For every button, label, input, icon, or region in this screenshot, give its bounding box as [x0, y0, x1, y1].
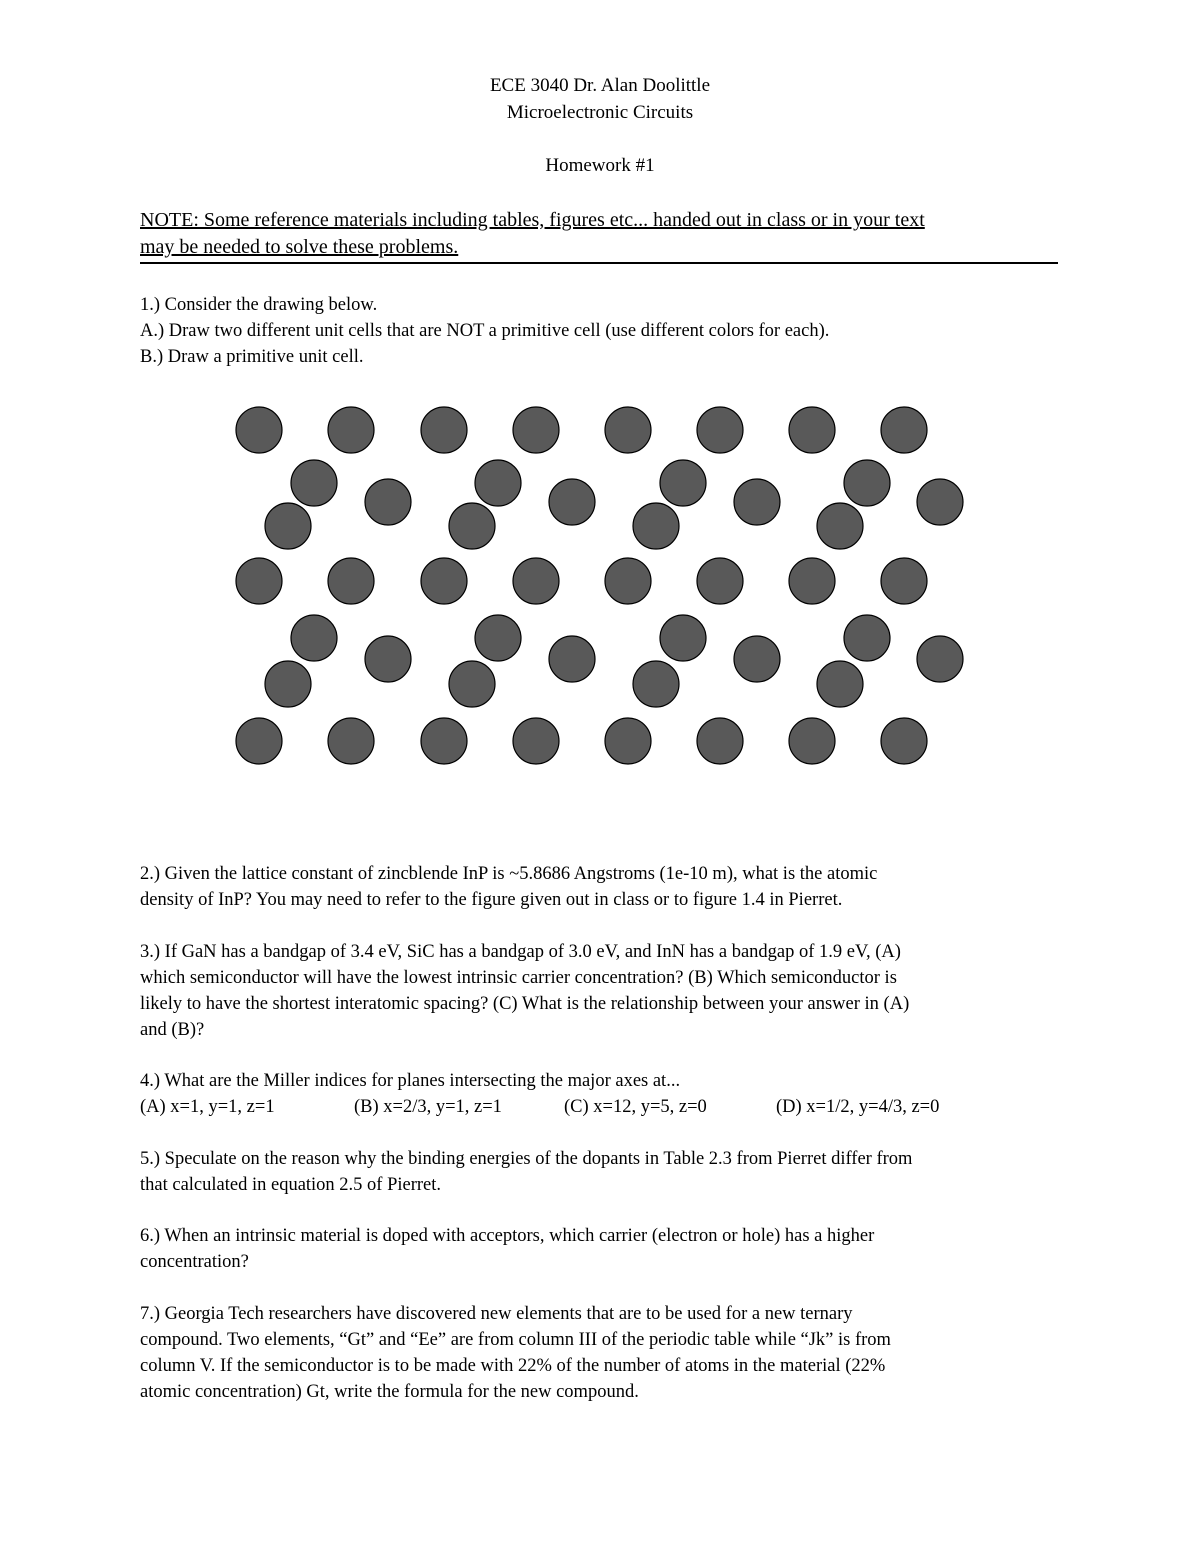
lattice-atom [789, 718, 835, 764]
q4-option-c: (C) x=12, y=5, z=0 [564, 1097, 707, 1117]
lattice-atom [844, 460, 890, 506]
q1-line-1: 1.) Consider the drawing below. [140, 295, 378, 315]
lattice-atom [328, 558, 374, 604]
lattice-atom [917, 636, 963, 682]
lattice-atom [549, 636, 595, 682]
q3-line-3: likely to have the shortest interatomic spacing? (C) What is the relationship between your answer in (A) [140, 994, 910, 1014]
lattice-atom [236, 407, 282, 453]
lattice-atom [449, 503, 495, 549]
q3-line-1: 3.) If GaN has a bandgap of 3.4 eV, SiC has a bandgap of 3.0 eV, and InN has a bandgap of 1.9 eV, (A) [140, 942, 901, 962]
q1-line-a: A.) Draw two different unit cells that are NOT a primitive cell (use different colors for each). [140, 321, 830, 341]
q4-option-a: (A) x=1, y=1, z=1 [140, 1097, 275, 1117]
lattice-atom [605, 718, 651, 764]
q7-line-2: compound. Two elements, “Gt” and “Ee” are from column III of the periodic table while “Jk” is from [140, 1330, 891, 1350]
lattice-atom [697, 558, 743, 604]
lattice-atom [475, 615, 521, 661]
q7-line-1: 7.) Georgia Tech researchers have discovered new elements that are to be used for a new ternary [140, 1304, 853, 1324]
lattice-atom [421, 718, 467, 764]
course-title: ECE 3040 Dr. Alan Doolittle [489, 75, 711, 96]
lattice-atom [633, 503, 679, 549]
lattice-atom [881, 718, 927, 764]
lattice-atom [421, 558, 467, 604]
lattice-atom [549, 479, 595, 525]
lattice-atom [291, 460, 337, 506]
lattice-atom [475, 460, 521, 506]
lattice-atom [917, 479, 963, 525]
lattice-atom [605, 558, 651, 604]
note-line-2: may be needed to solve these problems. [140, 236, 459, 258]
lattice-atom [449, 661, 495, 707]
lattice-atom [881, 558, 927, 604]
lattice-atom [660, 460, 706, 506]
q2-line-2: density of InP? You may need to refer to the figure given out in class or to figure 1.4 in Pierret. [140, 890, 843, 910]
q4-option-d: (D) x=1/2, y=4/3, z=0 [776, 1097, 940, 1117]
lattice-atom [365, 479, 411, 525]
q7-line-4: atomic concentration) Gt, write the formula for the new compound. [140, 1382, 639, 1402]
lattice-atom [660, 615, 706, 661]
question-6 [140, 1223, 1060, 1275]
lattice-atom [265, 661, 311, 707]
question-7 [140, 1301, 1060, 1405]
question-4 [140, 1068, 1060, 1094]
lattice-atom [605, 407, 651, 453]
lattice-atom [881, 407, 927, 453]
lattice-atom [291, 615, 337, 661]
lattice-atom [513, 718, 559, 764]
lattice-atom [817, 661, 863, 707]
lattice-atom [265, 503, 311, 549]
lattice-atom [844, 615, 890, 661]
lattice-atom [734, 636, 780, 682]
homework-title: Homework #1 [545, 155, 655, 176]
q3-line-4: and (B)? [140, 1020, 205, 1040]
question-2 [140, 861, 1060, 913]
q5-line-2: that calculated in equation 2.5 of Pierret. [140, 1175, 442, 1195]
lattice-atom [328, 407, 374, 453]
q5-line-1: 5.) Speculate on the reason why the binding energies of the dopants in Table 2.3 from Pierret differ from [140, 1149, 913, 1169]
lattice-atom [633, 661, 679, 707]
question-3 [140, 939, 1060, 1043]
q4-line-1: 4.) What are the Miller indices for planes intersecting the major axes at... [140, 1071, 681, 1091]
q2-line-1: 2.) Given the lattice constant of zincblende InP is ~5.8686 Angstroms (1e-10 m), what is the atomic [140, 864, 878, 884]
note-line-1: NOTE: Some reference materials including tables, figures etc... handed out in class or in your text [140, 209, 925, 231]
lattice-atom [236, 718, 282, 764]
q6-line-1: 6.) When an intrinsic material is doped with acceptors, which carrier (electron or hole) has a higher [140, 1226, 875, 1246]
lattice-atom [789, 407, 835, 453]
q6-line-2: concentration? [140, 1252, 249, 1272]
q7-line-3: column V. If the semiconductor is to be made with 22% of the number of atoms in the material (22% [140, 1356, 886, 1376]
q1-line-b: B.) Draw a primitive unit cell. [140, 347, 364, 367]
lattice-atom [328, 718, 374, 764]
course-name: Microelectronic Circuits [506, 102, 694, 123]
lattice-atom [817, 503, 863, 549]
lattice-atom [789, 558, 835, 604]
question-5 [140, 1146, 1060, 1198]
lattice-atom [421, 407, 467, 453]
lattice-atom [697, 718, 743, 764]
lattice-atom [236, 558, 282, 604]
lattice-atom [513, 558, 559, 604]
lattice-atom [513, 407, 559, 453]
lattice-atom [365, 636, 411, 682]
q4-option-b: (B) x=2/3, y=1, z=1 [354, 1097, 502, 1117]
q3-line-2: which semiconductor will have the lowest intrinsic carrier concentration? (B) Which semiconductor is [140, 968, 897, 988]
lattice-atom [734, 479, 780, 525]
lattice-atom [697, 407, 743, 453]
